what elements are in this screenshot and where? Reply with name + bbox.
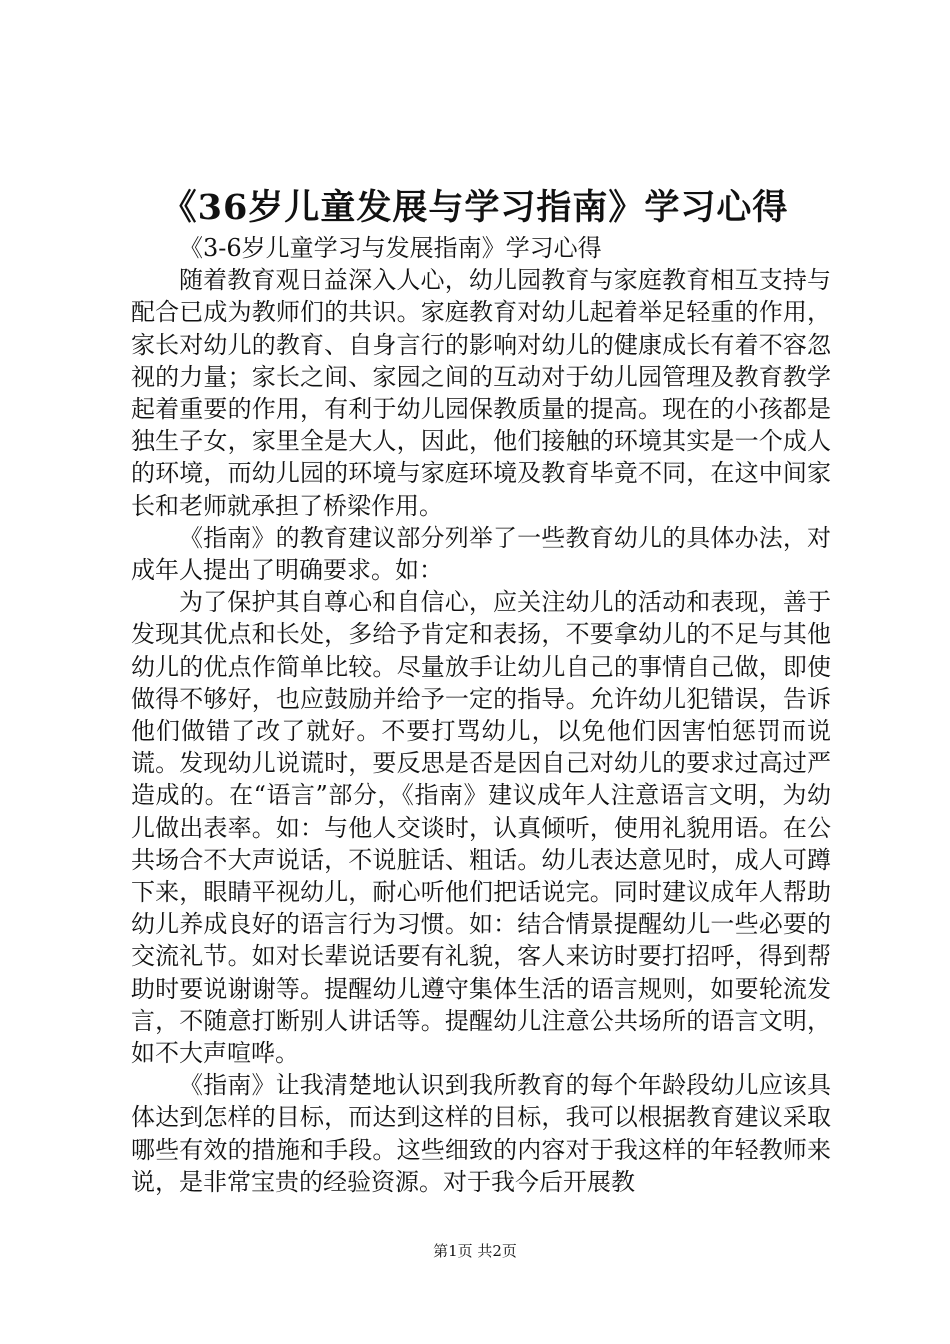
paragraph-1: 随着教育观日益深入人心，幼儿园教育与家庭教育相互支持与配合已成为教师们的共识。家庭教育对幼儿起着举足轻重的作用，家长对幼儿的教育、自身言行的影响对幼儿的健康成长有着不容忽视的力量；家长之间、家园之间的互动对于幼儿园管理及教育教学起着重要的作用，有利于幼儿园保教质量的提高。现在的小孩都是独生子女，家里全是大人，因此，他们接触的环境其实是一个成人的环境，而幼儿园的环境与家庭环境及教育毕竟不同，在这中间家长和老师就承担了桥梁作用。	[131, 266, 831, 520]
page-number-footer: 第1页 共2页	[433, 1242, 517, 1260]
page-title: 《36岁儿童发展与学习指南》学习心得	[161, 187, 789, 228]
document-body	[131, 232, 831, 1198]
paragraph-2: 《指南》的教育建议部分列举了一些教育幼儿的具体办法，对成年人提出了明确要求。如：	[131, 523, 831, 585]
paragraph-4: 《指南》让我清楚地认识到我所教育的每个年龄段幼儿应该具体达到怎样的目标，而达到这样的目标，我可以根据教育建议采取哪些有效的措施和手段。这些细致的内容对于我这样的年轻教师来说，是非常宝贵的经验资源。对于我今后开展教	[131, 1071, 831, 1196]
subtitle-paragraph: 《3-6岁儿童学习与发展指南》学习心得	[179, 234, 602, 262]
paragraph-3: 为了保护其自尊心和自信心，应关注幼儿的活动和表现，善于发现其优点和长处，多给予肯定和表扬，不要拿幼儿的不足与其他幼儿的优点作简单比较。尽量放手让幼儿自己的事情自己做，即使做得不够好，也应鼓励并给予一定的指导。允许幼儿犯错误，告诉他们做错了改了就好。不要打骂幼儿，以免他们因害怕惩罚而说谎。发现幼儿说谎时，要反思是否是因自己对幼儿的要求过高过严造成的。在“语言”部分，《指南》建议成年人注意语言文明，为幼儿做出表率。如：与他人交谈时，认真倾听，使用礼貌用语。在公共场合不大声说话，不说脏话、粗话。幼儿表达意见时，成人可蹲下来，眼睛平视幼儿，耐心听他们把话说完。同时建议成年人帮助幼儿养成良好的语言行为习惯。如：结合情景提醒幼儿一些必要的交流礼节。如对长辈说话要有礼貌，客人来访时要打招呼，得到帮助时要说谢谢等。提醒幼儿遵守集体生活的语言规则，如要轮流发言，不随意打断别人讲话等。提醒幼儿注意公共场所的语言文明，如不大声喧哗。	[131, 588, 831, 1068]
